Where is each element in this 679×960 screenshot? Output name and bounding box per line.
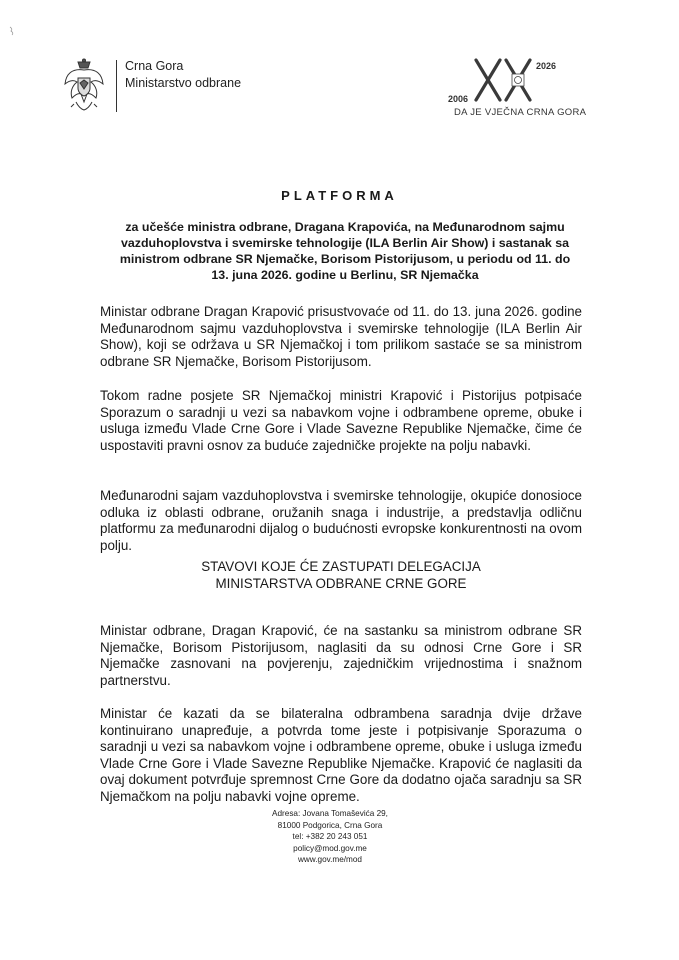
ministry-header <box>62 58 241 114</box>
footer-phone: tel: +382 20 243 051 <box>292 832 368 842</box>
logo-tagline: DA JE VJEČNA CRNA GORA <box>454 107 587 118</box>
xx-logo-icon <box>440 56 580 108</box>
paragraph-agreement: Tokom radne posjete SR Njemačkoj ministri Krapović i Pistorijus potpisaće Sporazum o saradnji u vezi sa nabavkom vojne i odbrambene opreme, obuke i usluga između Vlade Crne Gore i Vlade Savezne Republike Njemačke, čime će uspostaviti pravni osnov za buduće zajedničke projekte na polju nabavki. <box>100 388 582 453</box>
header-divider <box>116 60 117 112</box>
paragraph-fair: Međunarodni sajam vazduhoplovstva i svemirske tehnologije, okupiće donosioce odluka iz oblasti odbrane, oružanih snaga i industrije, a predstavlja odličnu platformu za međunarodni dijalog o budućnosti evropske konkurentnosti na ovom polju. <box>100 488 582 553</box>
paragraph-intro: Ministar odbrane Dragan Krapović prisustvovaće od 11. do 13. juna 2026. godine Međunarodnom sajmu vazduhoplovstva i svemirske tehnologije (ILA Berlin Air Show), koji se održava u SR Njemačkoj i tom prilikom sastaće se sa ministrom odbrane SR Njemačke, Borisom Pistorijusom. <box>100 304 582 369</box>
logo-year-left: 2006 <box>448 94 469 104</box>
scan-mark-icon <box>8 26 16 36</box>
document-title: PLATFORMA <box>281 188 398 203</box>
logo-year-right: 2026 <box>536 61 557 71</box>
org-country: Crna Gora <box>125 59 184 73</box>
paragraph-meeting: Ministar odbrane, Dragan Krapović, će na sastanku sa ministrom odbrane SR Njemačke, Borisom Pistorijusom, naglasiti da su odnosi Crne Gore i SR Njemačke zasnovani na povjerenju, zajedničkim vrijednostima i snažnom partnerstvu. <box>100 623 582 688</box>
section-heading-line2: MINISTARSTVA ODBRANE CRNE GORE <box>215 575 467 591</box>
footer-address: Adresa: Jovana Tomaševića 29, <box>272 809 388 818</box>
section-heading <box>100 559 582 592</box>
footer-email[interactable]: policy@mod.gov.me <box>293 843 367 853</box>
org-ministry: Ministarstvo odbrane <box>125 76 242 90</box>
footer-city: 81000 Podgorica, Crna Gora <box>277 820 383 830</box>
paragraph-cooperation: Ministar će kazati da se bilateralna odbrambena saradnja dvije države kontinuirano unapređuje, a potvrda tome jeste i potpisivanje Sporazuma o saradnji u vezi sa nabavkom vojne i odbrambene opreme, obuke i usluga između Vlade Crne Gore i Vlade Savezne Republike Njemačke. Krapović će naglasiti da ovaj dokument potvrđuje spremnost Crne Gore da dodatno ojača saradnju sa SR Njemačkom na polju nabavki vojne opreme. <box>100 706 582 804</box>
footer-contact <box>240 808 420 866</box>
organization-name <box>125 58 241 92</box>
document-subtitle: za učešće ministra odbrane, Dragana Krapovića, na Međunarodnom sajmu vazduhoplovstva i svemirske tehnologije (ILA Berlin Air Show) i sastanak sa ministrom odbrane SR Njemačke, Borisom Pistorijusom, u periodu od 11. do 13. juna 2026. godine u Berlinu, SR Njemačka <box>119 220 571 282</box>
section-heading-line1: STAVOVI KOJE ĆE ZASTUPATI DELEGACIJA <box>201 559 481 574</box>
footer-website[interactable]: www.gov.me/mod <box>297 855 362 865</box>
anniversary-logo <box>440 56 587 122</box>
coat-of-arms-icon <box>62 58 106 114</box>
